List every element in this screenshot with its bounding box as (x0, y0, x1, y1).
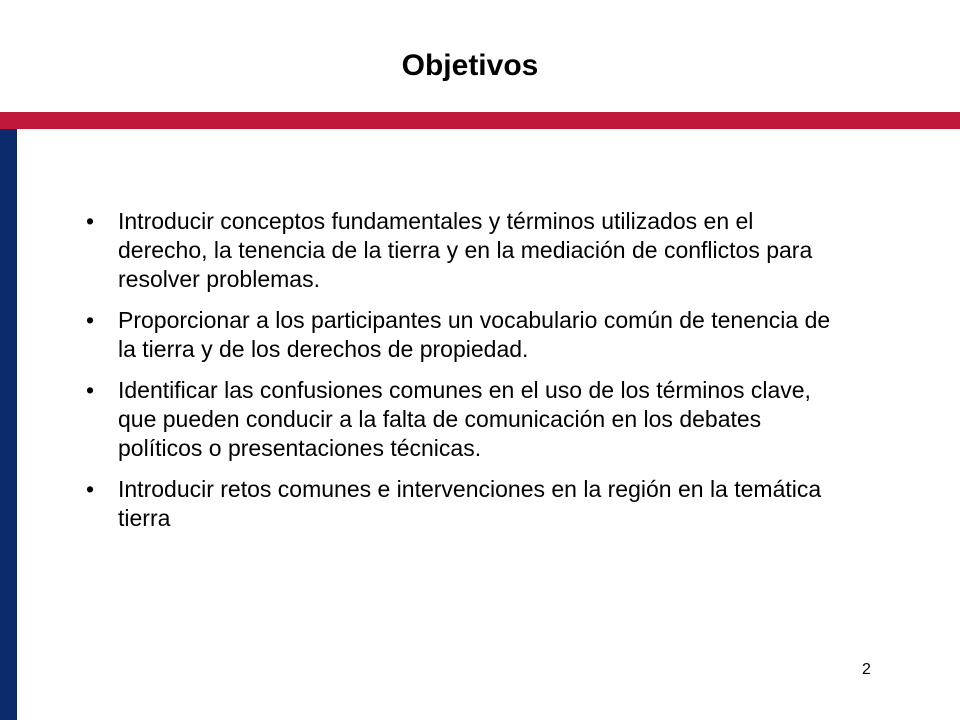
bullet-text: Identificar las confusiones comunes en el uso de los términos clave, que pueden conducir a la falta de comunicación en los debates políticos o presentaciones técnicas. (118, 377, 811, 461)
bullet-icon: • (86, 307, 95, 333)
bullet-text: Introducir conceptos fundamentales y términos utilizados en el derecho, la tenencia de la tierra y en la mediación de conflictos para resolver problemas. (118, 208, 813, 292)
bullet-icon: • (86, 208, 95, 234)
left-accent-bar (0, 129, 17, 720)
page-number: 2 (862, 661, 871, 678)
bullet-text: Proporcionar a los participantes un vocabulario común de tenencia de la tierra y de los derechos de propiedad. (118, 307, 831, 362)
bullet-icon: • (86, 377, 95, 403)
bullet-item (86, 207, 846, 294)
slide-title: Objetivos (401, 49, 539, 82)
bullet-item (86, 376, 846, 463)
bullet-item (86, 306, 846, 364)
bullet-text: Introducir retos comunes e intervenciones en la región en la temática tierra (118, 476, 822, 531)
bullet-icon: • (86, 476, 95, 502)
bullet-list (86, 207, 846, 545)
header-accent-band (0, 112, 960, 129)
bullet-item (86, 475, 846, 533)
